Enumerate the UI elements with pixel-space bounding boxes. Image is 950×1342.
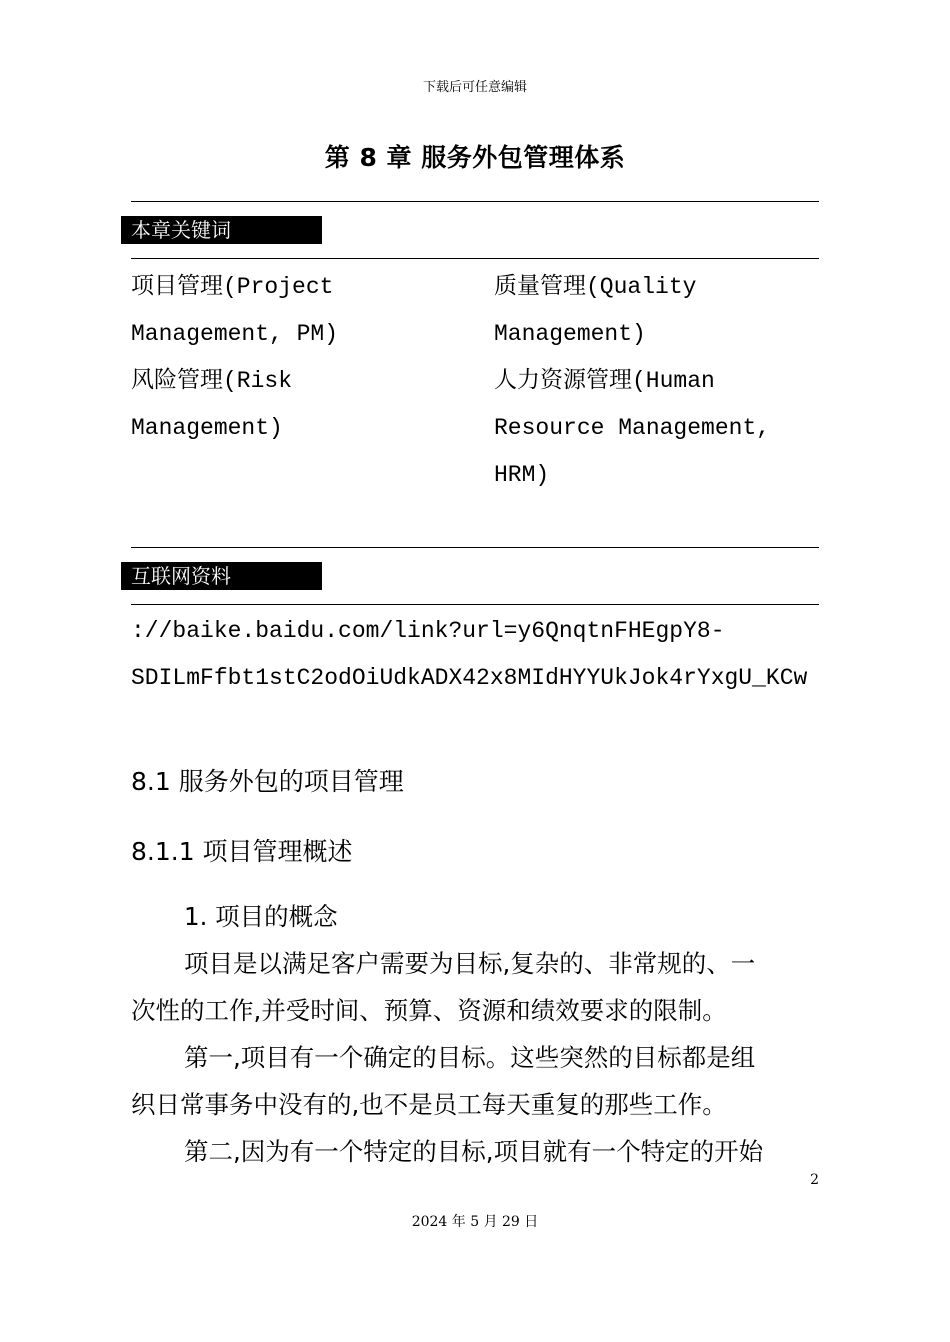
keyword-line: HRM) [494,462,550,488]
divider [131,604,819,605]
list-item: 1. 项目的概念 [184,902,338,931]
keyword-line: 项目管理(Project [131,274,334,300]
subsection-title: 8.1.1 项目管理概述 [131,837,353,866]
paragraph-line: 次性的工作,并受时间、预算、资源和绩效要求的限制。 [131,996,727,1025]
paragraph-line: 第二,因为有一个特定的目标,项目就有一个特定的开始 [184,1137,764,1166]
chapter-title: 第 8 章 服务外包管理体系 [324,143,626,172]
page-number: 2 [810,1172,819,1188]
keyword-line: Management) [131,415,283,441]
body-text [131,893,872,1175]
paragraph-line: 第一,项目有一个确定的目标。这些突然的目标都是组 [184,1043,756,1072]
keyword-line: Management) [494,321,646,347]
keyword-line: 风险管理(Risk [131,368,293,394]
header-note: 下载后可任意编辑 [422,80,527,95]
keywords-label: 本章关键词 [121,216,322,244]
url-text: SDILmFfbt1stC2odOiUdkADX42x8MIdHYYUkJok4rYxgU_KCw [131,665,808,691]
url-text: ://baike.baidu.com/link?url=y6QnqtnFHEgpY8- [131,618,725,644]
footer-date: 2024 年 5 月 29 日 [411,1214,539,1230]
internet-label: 互联网资料 [121,562,322,590]
keyword-line: 人力资源管理(Human [494,368,715,394]
paragraph-line: 织日常事务中没有的,也不是员工每天重复的那些工作。 [131,1090,727,1119]
paragraph-line: 项目是以满足客户需要为目标,复杂的、非常规的、一 [184,949,756,978]
keyword-line: 质量管理(Quality [494,274,697,300]
keywords-right-column [494,264,770,499]
keyword-line: Management, PM) [131,321,339,347]
divider [131,547,819,548]
keywords-left-column [131,264,338,452]
section-title: 8.1 服务外包的项目管理 [131,767,404,796]
keyword-line: Resource Management, [494,415,771,441]
divider [131,201,819,202]
divider [131,258,819,259]
